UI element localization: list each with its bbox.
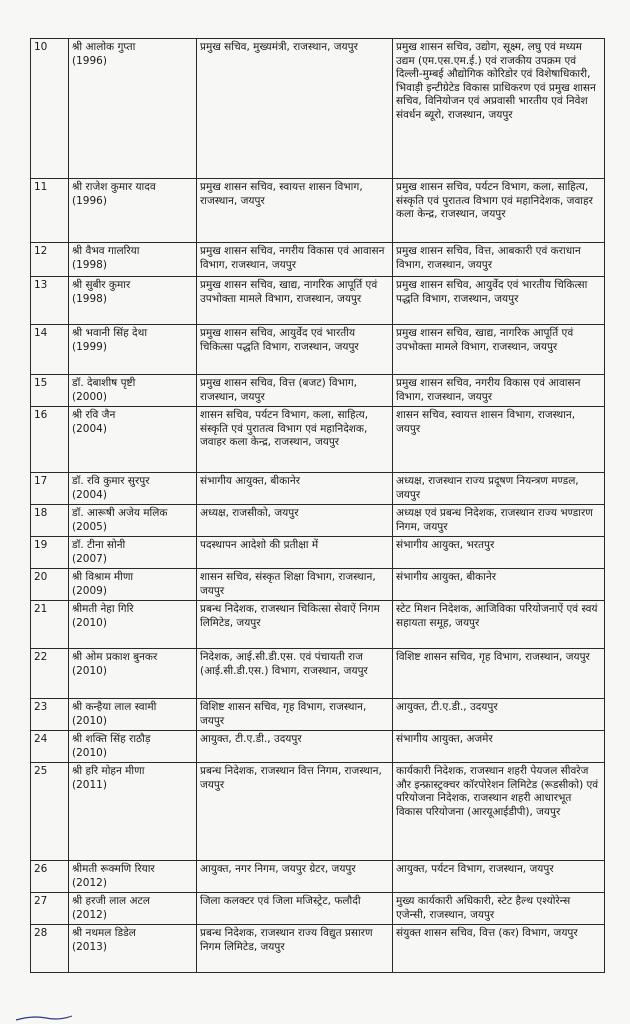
officer-cell <box>69 505 197 537</box>
current-posting-cell: अध्यक्ष, राजसीको, जयपुर <box>197 505 393 537</box>
officer-name: श्री हरजी लाल अटल <box>72 895 150 907</box>
officer-name: श्री भवानी सिंह देथा <box>72 327 148 339</box>
officer-batch: (2010) <box>72 664 107 677</box>
new-posting-cell: प्रमुख शासन सचिव, पर्यटन विभाग, कला, साहित्य, संस्कृति एवं पुरातत्व विभाग एवं महानिदेशक, जवाहर कला केन्द्र, राजस्थान, जयपुर <box>393 179 605 243</box>
table-row <box>31 179 605 243</box>
officer-cell <box>69 375 197 407</box>
table-row <box>31 407 605 473</box>
new-posting-cell: शासन सचिव, स्वायत्त शासन विभाग, राजस्थान, जयपुर <box>393 407 605 473</box>
serial-number-cell: 22 <box>31 649 69 699</box>
officer-cell <box>69 699 197 731</box>
officer-cell <box>69 39 197 179</box>
new-posting-cell: कार्यकारी निदेशक, राजस्थान शहरी पेयजल सीवरेज और इन्फ्रास्ट्रक्चर कॉरपोरेशन लिमिटेड (रूडसीको) एवं परियोजना निदेशक, राजस्थान शहरी आधारभूत विकास परियोजना (आरयूआईडीपी), जयपुर <box>393 763 605 861</box>
officer-batch: (1998) <box>72 258 107 271</box>
serial-number-cell: 13 <box>31 277 69 325</box>
officer-cell <box>69 473 197 505</box>
current-posting-cell: प्रबन्ध निदेशक, राजस्थान चिकित्सा सेवाऐं निगम लिमिटेड, जयपुर <box>197 601 393 649</box>
officer-cell <box>69 243 197 277</box>
serial-number-cell: 10 <box>31 39 69 179</box>
serial-number-cell: 19 <box>31 537 69 569</box>
officer-batch: (2011) <box>72 778 107 791</box>
officer-batch: (2010) <box>72 616 107 629</box>
officer-name: डॉ. देबाशीष पृष्टी <box>72 377 136 389</box>
current-posting-cell: संभागीय आयुक्त, बीकानेर <box>197 473 393 505</box>
officer-cell <box>69 763 197 861</box>
transfer-table-body <box>31 39 605 973</box>
table-row <box>31 243 605 277</box>
serial-number-cell: 14 <box>31 325 69 375</box>
officer-name: श्रीमती रूक्मणि रियार <box>72 863 155 875</box>
new-posting-cell: विशिष्ट शासन सचिव, गृह विभाग, राजस्थान, जयपुर <box>393 649 605 699</box>
current-posting-cell: प्रमुख शासन सचिव, आयुर्वेद एवं भारतीय चिकित्सा पद्धति विभाग, राजस्थान, जयपुर <box>197 325 393 375</box>
current-posting-cell: शासन सचिव, संस्कृत शिक्षा विभाग, राजस्थान, जयपुर <box>197 569 393 601</box>
new-posting-cell: प्रमुख शासन सचिव, खाद्य, नागरिक आपूर्ति एवं उपभोक्ता मामले विभाग, राजस्थान, जयपुर <box>393 325 605 375</box>
current-posting-cell: प्रमुख शासन सचिव, खाद्य, नागरिक आपूर्ति एवं उपभोक्ता मामले विभाग, राजस्थान, जयपुर <box>197 277 393 325</box>
current-posting-cell: पदस्थापन आदेशो की प्रतीक्षा में <box>197 537 393 569</box>
serial-number-cell: 17 <box>31 473 69 505</box>
new-posting-cell: अध्यक्ष एवं प्रबन्ध निदेशक, राजस्थान राज्य भण्डारण निगम, जयपुर <box>393 505 605 537</box>
officer-name: श्री ओम प्रकाश बुनकर <box>72 651 158 663</box>
table-row <box>31 569 605 601</box>
serial-number-cell: 20 <box>31 569 69 601</box>
officer-batch: (2012) <box>72 908 107 921</box>
officer-name: श्री सुबीर कुमार <box>72 279 131 291</box>
officer-batch: (2013) <box>72 940 107 953</box>
officer-name: श्री वैभव गालरिया <box>72 245 140 257</box>
new-posting-cell: संभागीय आयुक्त, अजमेर <box>393 731 605 763</box>
officer-batch: (1996) <box>72 194 107 207</box>
officer-name: श्रीमती नेहा गिरि <box>72 603 134 615</box>
current-posting-cell: आयुक्त, नगर निगम, जयपुर ग्रेटर, जयपुर <box>197 861 393 893</box>
officer-batch: (2007) <box>72 552 107 565</box>
new-posting-cell: आयुक्त, पर्यटन विभाग, राजस्थान, जयपुर <box>393 861 605 893</box>
officer-batch: (2009) <box>72 584 107 597</box>
officer-name: डॉ. आरूषी अजेय मलिक <box>72 507 168 519</box>
table-row <box>31 325 605 375</box>
current-posting-cell: प्रमुख सचिव, मुख्यमंत्री, राजस्थान, जयपुर <box>197 39 393 179</box>
new-posting-cell: अध्यक्ष, राजस्थान राज्य प्रदूषण नियन्त्रण मण्डल, जयपुर <box>393 473 605 505</box>
officer-cell <box>69 407 197 473</box>
officer-batch: (2010) <box>72 714 107 727</box>
serial-number-cell: 25 <box>31 763 69 861</box>
officer-name: श्री विश्राम मीणा <box>72 571 134 583</box>
officer-name: श्री नथमल डिडेल <box>72 927 136 939</box>
table-row <box>31 375 605 407</box>
officer-cell <box>69 179 197 243</box>
transfer-table <box>30 38 605 973</box>
table-row <box>31 277 605 325</box>
table-row <box>31 473 605 505</box>
current-posting-cell: विशिष्ट शासन सचिव, गृह विभाग, राजस्थान, जयपुर <box>197 699 393 731</box>
table-row <box>31 601 605 649</box>
table-row <box>31 861 605 893</box>
current-posting-cell: शासन सचिव, पर्यटन विभाग, कला, साहित्य, संस्कृति एवं पुरातत्व विभाग एवं महानिदेशक, जवाहर कला केन्द्र, राजस्थान, जयपुर <box>197 407 393 473</box>
table-row <box>31 39 605 179</box>
serial-number-cell: 27 <box>31 893 69 925</box>
officer-cell <box>69 569 197 601</box>
officer-name: डॉ. रवि कुमार सुरपुर <box>72 475 150 487</box>
officer-name: डॉ. टीना सोनी <box>72 539 126 551</box>
current-posting-cell: जिला कलक्टर एवं जिला मजिस्ट्रेट, फलौदी <box>197 893 393 925</box>
table-row <box>31 649 605 699</box>
officer-cell <box>69 649 197 699</box>
current-posting-cell: प्रबन्ध निदेशक, राजस्थान राज्य विद्युत प्रसारण निगम लिमिटेड, जयपुर <box>197 925 393 973</box>
serial-number-cell: 26 <box>31 861 69 893</box>
new-posting-cell: प्रमुख शासन सचिव, उद्योग, सूक्ष्म, लघु एवं मध्यम उद्यम (एम.एस.एम.ई.) एवं राजकीय उपक्रम एवं दिल्ली-मुम्बई औद्योगिक कोरिडोर एवं विशेषाधिकारी, भिवाड़ी इन्टीग्रेटेड विकास प्राधिकरण एवं प्रमुख शासन सचिव, विनियोजन एवं अप्रवासी भारतीय एवं निवेश संवर्धन ब्यूरो, राजस्थान, जयपुर <box>393 39 605 179</box>
officer-batch: (2004) <box>72 488 107 501</box>
officer-name: श्री रवि जैन <box>72 409 116 421</box>
officer-cell <box>69 893 197 925</box>
new-posting-cell: संभागीय आयुक्त, बीकानेर <box>393 569 605 601</box>
serial-number-cell: 12 <box>31 243 69 277</box>
current-posting-cell: निदेशक, आई.सी.डी.एस. एवं पंचायती राज (आई.सी.डी.एस.) विभाग, राजस्थान, जयपुर <box>197 649 393 699</box>
table-row <box>31 537 605 569</box>
signature-mark <box>14 1012 74 1022</box>
officer-batch: (2000) <box>72 390 107 403</box>
officer-cell <box>69 731 197 763</box>
new-posting-cell: संयुक्त शासन सचिव, वित्त (कर) विभाग, जयपुर <box>393 925 605 973</box>
table-row <box>31 925 605 973</box>
new-posting-cell: मुख्य कार्यकारी अधिकारी, स्टेट हैल्थ एश्योरेन्स एजेन्सी, राजस्थान, जयपुर <box>393 893 605 925</box>
new-posting-cell: प्रमुख शासन सचिव, वित्त, आबकारी एवं कराधान विभाग, राजस्थान, जयपुर <box>393 243 605 277</box>
officer-name: श्री शक्ति सिंह राठौड़ <box>72 733 151 745</box>
new-posting-cell: आयुक्त, टी.ए.डी., उदयपुर <box>393 699 605 731</box>
current-posting-cell: प्रमुख शासन सचिव, नगरीय विकास एवं आवासन विभाग, राजस्थान, जयपुर <box>197 243 393 277</box>
current-posting-cell: प्रमुख शासन सचिव, स्वायत्त शासन विभाग, राजस्थान, जयपुर <box>197 179 393 243</box>
serial-number-cell: 23 <box>31 699 69 731</box>
officer-cell <box>69 325 197 375</box>
serial-number-cell: 15 <box>31 375 69 407</box>
serial-number-cell: 18 <box>31 505 69 537</box>
officer-batch: (1998) <box>72 292 107 305</box>
table-row <box>31 505 605 537</box>
new-posting-cell: प्रमुख शासन सचिव, नगरीय विकास एवं आवासन विभाग, राजस्थान, जयपुर <box>393 375 605 407</box>
officer-batch: (2012) <box>72 876 107 889</box>
officer-cell <box>69 277 197 325</box>
officer-batch: (1996) <box>72 54 107 67</box>
serial-number-cell: 16 <box>31 407 69 473</box>
officer-cell <box>69 925 197 973</box>
officer-batch: (2010) <box>72 746 107 759</box>
officer-name: श्री कन्हैया लाल स्वामी <box>72 701 157 713</box>
officer-name: श्री हरि मोहन मीणा <box>72 765 145 777</box>
table-row <box>31 699 605 731</box>
new-posting-cell: संभागीय आयुक्त, भरतपुर <box>393 537 605 569</box>
officer-name: श्री आलोक गुप्ता <box>72 41 136 53</box>
officer-batch: (1999) <box>72 340 107 353</box>
new-posting-cell: स्टेट मिशन निदेशक, आजिविका परियोजनाऐं एवं स्वयं सहायता समूह, जयपुर <box>393 601 605 649</box>
serial-number-cell: 28 <box>31 925 69 973</box>
serial-number-cell: 11 <box>31 179 69 243</box>
current-posting-cell: प्रमुख शासन सचिव, वित्त (बजट) विभाग, राजस्थान, जयपुर <box>197 375 393 407</box>
serial-number-cell: 21 <box>31 601 69 649</box>
officer-batch: (2004) <box>72 422 107 435</box>
current-posting-cell: आयुक्त, टी.ए.डी., उदयपुर <box>197 731 393 763</box>
table-row <box>31 731 605 763</box>
new-posting-cell: प्रमुख शासन सचिव, आयुर्वेद एवं भारतीय चिकित्सा पद्धति विभाग, राजस्थान, जयपुर <box>393 277 605 325</box>
officer-batch: (2005) <box>72 520 107 533</box>
officer-name: श्री राजेश कुमार यादव <box>72 181 156 193</box>
officer-cell <box>69 601 197 649</box>
table-row <box>31 893 605 925</box>
serial-number-cell: 24 <box>31 731 69 763</box>
officer-cell <box>69 861 197 893</box>
current-posting-cell: प्रबन्ध निदेशक, राजस्थान वित्त निगम, राजस्थान, जयपुर <box>197 763 393 861</box>
table-row <box>31 763 605 861</box>
officer-cell <box>69 537 197 569</box>
